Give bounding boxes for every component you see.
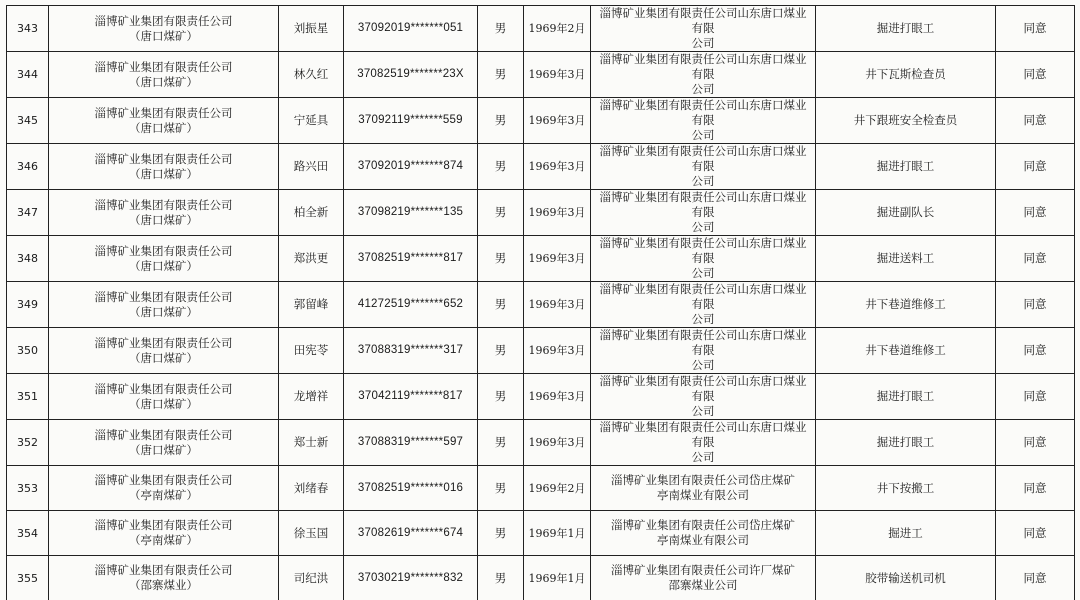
name-cell: 郭留峰	[279, 282, 344, 328]
workplace-cell	[591, 98, 816, 144]
opinion-cell: 同意	[996, 466, 1075, 511]
workplace-line-2: 亭南煤业有限公司	[657, 533, 749, 547]
unit-line-2: （亭南煤矿）	[129, 533, 198, 547]
workplace-cell	[591, 282, 816, 328]
id-number-cell: 37082519*******23X	[344, 52, 478, 98]
birth-date-cell: 1969年3月	[524, 328, 591, 374]
job-cell: 井下按搬工	[816, 466, 996, 511]
unit-cell	[49, 420, 279, 466]
job-cell: 掘进工	[816, 511, 996, 556]
job-cell: 井下跟班安全检查员	[816, 98, 996, 144]
workplace-line-1: 淄博矿业集团有限责任公司山东唐口煤业有限	[599, 374, 807, 403]
unit-line-1: 淄博矿业集团有限责任公司	[94, 563, 233, 577]
unit-line-2: （亭南煤矿）	[129, 488, 198, 502]
workplace-line-1: 淄博矿业集团有限责任公司山东唐口煤业有限	[599, 282, 807, 311]
row-number: 344	[7, 52, 49, 98]
name-cell: 龙增祥	[279, 374, 344, 420]
name-cell: 刘绪春	[279, 466, 344, 511]
table-row	[7, 511, 1075, 556]
job-cell: 掘进打眼工	[816, 144, 996, 190]
unit-cell	[49, 144, 279, 190]
unit-cell	[49, 466, 279, 511]
gender-cell: 男	[478, 190, 524, 236]
job-cell: 井下巷道维修工	[816, 328, 996, 374]
row-number: 355	[7, 556, 49, 600]
birth-date-cell: 1969年2月	[524, 466, 591, 511]
gender-cell: 男	[478, 282, 524, 328]
workplace-cell	[591, 190, 816, 236]
unit-line-1: 淄博矿业集团有限责任公司	[94, 518, 233, 532]
gender-cell: 男	[478, 144, 524, 190]
unit-line-1: 淄博矿业集团有限责任公司	[94, 151, 233, 166]
row-number: 346	[7, 144, 49, 190]
unit-cell	[49, 52, 279, 98]
row-number: 353	[7, 466, 49, 511]
row-number: 354	[7, 511, 49, 556]
workplace-line-1: 淄博矿业集团有限责任公司岱庄煤矿	[611, 473, 795, 487]
gender-cell: 男	[478, 556, 524, 600]
opinion-cell: 同意	[996, 556, 1075, 600]
workplace-line-1: 淄博矿业集团有限责任公司山东唐口煤业有限	[599, 190, 807, 219]
unit-cell	[49, 98, 279, 144]
unit-cell	[49, 511, 279, 556]
opinion-cell: 同意	[996, 420, 1075, 466]
opinion-cell: 同意	[996, 236, 1075, 282]
unit-cell	[49, 282, 279, 328]
table-row	[7, 374, 1075, 420]
unit-line-1: 淄博矿业集团有限责任公司	[94, 13, 233, 28]
opinion-cell: 同意	[996, 282, 1075, 328]
table-row	[7, 466, 1075, 511]
birth-date-cell: 1969年3月	[524, 282, 591, 328]
table-row	[7, 328, 1075, 374]
id-number-cell: 41272519*******652	[344, 282, 478, 328]
job-cell: 掘进送料工	[816, 236, 996, 282]
unit-line-1: 淄博矿业集团有限责任公司	[94, 381, 233, 396]
unit-line-2: （唐口煤矿）	[129, 74, 198, 89]
name-cell: 林久红	[279, 52, 344, 98]
workplace-line-2: 公司	[691, 174, 715, 188]
unit-line-2: （唐口煤矿）	[129, 442, 198, 457]
birth-date-cell: 1969年3月	[524, 236, 591, 282]
workplace-cell	[591, 511, 816, 556]
workplace-line-2: 公司	[691, 128, 715, 142]
table-row	[7, 98, 1075, 144]
unit-line-1: 淄博矿业集团有限责任公司	[94, 335, 233, 350]
birth-date-cell: 1969年3月	[524, 374, 591, 420]
gender-cell: 男	[478, 6, 524, 52]
row-number: 343	[7, 6, 49, 52]
job-cell: 掘进打眼工	[816, 420, 996, 466]
unit-line-2: （唐口煤矿）	[129, 304, 198, 319]
workplace-line-2: 邵寨煤业公司	[668, 578, 738, 592]
unit-cell	[49, 374, 279, 420]
workplace-cell	[591, 144, 816, 190]
opinion-cell: 同意	[996, 6, 1075, 52]
unit-line-2: （唐口煤矿）	[129, 350, 198, 365]
gender-cell: 男	[478, 98, 524, 144]
job-cell: 掘进打眼工	[816, 374, 996, 420]
workplace-line-2: 公司	[691, 358, 715, 372]
row-number: 349	[7, 282, 49, 328]
workplace-line-2: 公司	[691, 82, 715, 96]
unit-cell	[49, 328, 279, 374]
job-cell: 掘进副队长	[816, 190, 996, 236]
birth-date-cell: 1969年3月	[524, 98, 591, 144]
workplace-line-2: 亭南煤业有限公司	[657, 488, 749, 502]
id-number-cell: 37082519*******817	[344, 236, 478, 282]
name-cell: 郑洪更	[279, 236, 344, 282]
row-number: 350	[7, 328, 49, 374]
job-cell: 井下瓦斯检查员	[816, 52, 996, 98]
gender-cell: 男	[478, 511, 524, 556]
name-cell: 司纪洪	[279, 556, 344, 600]
id-number-cell: 37088319*******597	[344, 420, 478, 466]
unit-cell	[49, 556, 279, 600]
opinion-cell: 同意	[996, 328, 1075, 374]
id-number-cell: 37082519*******016	[344, 466, 478, 511]
workplace-line-1: 淄博矿业集团有限责任公司山东唐口煤业有限	[599, 6, 807, 35]
job-cell: 井下巷道维修工	[816, 282, 996, 328]
gender-cell: 男	[478, 466, 524, 511]
birth-date-cell: 1969年3月	[524, 52, 591, 98]
unit-line-2: （唐口煤矿）	[129, 396, 198, 411]
workplace-line-1: 淄博矿业集团有限责任公司山东唐口煤业有限	[599, 420, 807, 449]
row-number: 351	[7, 374, 49, 420]
unit-line-1: 淄博矿业集团有限责任公司	[94, 197, 233, 212]
workplace-line-2: 公司	[691, 404, 715, 418]
row-number: 345	[7, 98, 49, 144]
table-row	[7, 420, 1075, 466]
opinion-cell: 同意	[996, 52, 1075, 98]
birth-date-cell: 1969年3月	[524, 144, 591, 190]
workplace-line-1: 淄博矿业集团有限责任公司山东唐口煤业有限	[599, 144, 807, 173]
table-row	[7, 6, 1075, 52]
id-number-cell: 37092019*******051	[344, 6, 478, 52]
birth-date-cell: 1969年3月	[524, 420, 591, 466]
unit-line-2: （唐口煤矿）	[129, 28, 198, 43]
opinion-cell: 同意	[996, 98, 1075, 144]
id-number-cell: 37042119*******817	[344, 374, 478, 420]
name-cell: 徐玉国	[279, 511, 344, 556]
workplace-line-1: 淄博矿业集团有限责任公司山东唐口煤业有限	[599, 236, 807, 265]
birth-date-cell: 1969年2月	[524, 6, 591, 52]
unit-line-1: 淄博矿业集团有限责任公司	[94, 59, 233, 74]
unit-line-2: （邵寨煤业）	[129, 578, 198, 592]
id-number-cell: 37092019*******874	[344, 144, 478, 190]
id-number-cell: 37030219*******832	[344, 556, 478, 600]
workplace-cell	[591, 236, 816, 282]
opinion-cell: 同意	[996, 190, 1075, 236]
id-number-cell: 37092119*******559	[344, 98, 478, 144]
id-number-cell: 37098219*******135	[344, 190, 478, 236]
name-cell: 柏全新	[279, 190, 344, 236]
unit-cell	[49, 236, 279, 282]
workplace-line-2: 公司	[691, 450, 715, 464]
name-cell: 郑士新	[279, 420, 344, 466]
opinion-cell: 同意	[996, 144, 1075, 190]
unit-line-2: （唐口煤矿）	[129, 212, 198, 227]
unit-line-2: （唐口煤矿）	[129, 166, 198, 181]
opinion-cell: 同意	[996, 511, 1075, 556]
unit-line-1: 淄博矿业集团有限责任公司	[94, 243, 233, 258]
workplace-line-2: 公司	[691, 220, 715, 234]
workplace-line-1: 淄博矿业集团有限责任公司许厂煤矿	[611, 563, 795, 577]
name-cell: 路兴田	[279, 144, 344, 190]
workplace-line-1: 淄博矿业集团有限责任公司山东唐口煤业有限	[599, 98, 807, 127]
opinion-cell: 同意	[996, 374, 1075, 420]
name-cell: 田宪苓	[279, 328, 344, 374]
table-row	[7, 144, 1075, 190]
row-number: 348	[7, 236, 49, 282]
birth-date-cell: 1969年1月	[524, 511, 591, 556]
unit-line-1: 淄博矿业集团有限责任公司	[94, 473, 233, 487]
workplace-cell	[591, 328, 816, 374]
workplace-cell	[591, 52, 816, 98]
gender-cell: 男	[478, 374, 524, 420]
gender-cell: 男	[478, 52, 524, 98]
job-cell: 胶带输送机司机	[816, 556, 996, 600]
name-cell: 刘振星	[279, 6, 344, 52]
table-body	[7, 6, 1075, 600]
name-cell: 宁延具	[279, 98, 344, 144]
workplace-cell	[591, 374, 816, 420]
birth-date-cell: 1969年1月	[524, 556, 591, 600]
unit-line-1: 淄博矿业集团有限责任公司	[94, 289, 233, 304]
row-number: 347	[7, 190, 49, 236]
job-cell: 掘进打眼工	[816, 6, 996, 52]
unit-line-1: 淄博矿业集团有限责任公司	[94, 427, 233, 442]
workplace-cell	[591, 466, 816, 511]
unit-line-2: （唐口煤矿）	[129, 258, 198, 273]
unit-cell	[49, 6, 279, 52]
row-number: 352	[7, 420, 49, 466]
workplace-line-1: 淄博矿业集团有限责任公司岱庄煤矿	[611, 518, 795, 532]
id-number-cell: 37082619*******674	[344, 511, 478, 556]
table-row	[7, 236, 1075, 282]
unit-cell	[49, 190, 279, 236]
unit-line-2: （唐口煤矿）	[129, 120, 198, 135]
table-row	[7, 556, 1075, 600]
birth-date-cell: 1969年3月	[524, 190, 591, 236]
id-number-cell: 37088319*******317	[344, 328, 478, 374]
table-row	[7, 190, 1075, 236]
workplace-cell	[591, 6, 816, 52]
gender-cell: 男	[478, 420, 524, 466]
personnel-table	[6, 5, 1075, 600]
table-row	[7, 282, 1075, 328]
table-row	[7, 52, 1075, 98]
gender-cell: 男	[478, 236, 524, 282]
workplace-cell	[591, 556, 816, 600]
workplace-line-2: 公司	[691, 36, 715, 50]
workplace-line-2: 公司	[691, 312, 715, 326]
workplace-line-1: 淄博矿业集团有限责任公司山东唐口煤业有限	[599, 52, 807, 81]
workplace-line-2: 公司	[691, 266, 715, 280]
unit-line-1: 淄博矿业集团有限责任公司	[94, 105, 233, 120]
workplace-cell	[591, 420, 816, 466]
gender-cell: 男	[478, 328, 524, 374]
workplace-line-1: 淄博矿业集团有限责任公司山东唐口煤业有限	[599, 328, 807, 357]
